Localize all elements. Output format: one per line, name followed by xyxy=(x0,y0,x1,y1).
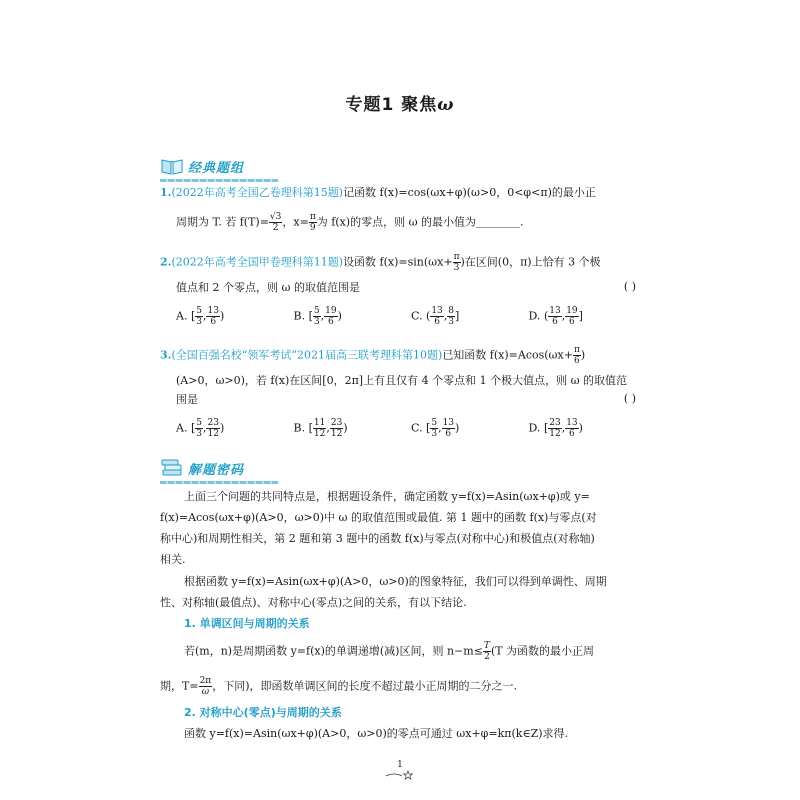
choice-c: C. [ $\frac{5}{3}$ , $\frac{13}{6}$ ) xyxy=(411,418,460,439)
choice-a: A. [ $\frac{5}{3}$ , $\frac{23}{12}$ ) xyxy=(176,418,225,439)
q1-line2: 周期为 T. 若 f(T)= $\frac{√3}{2}$ ，x= $\frac{\pi}{9}$ 为 f(x)的零点，则 ω 的最小值为________. xyxy=(176,212,524,233)
choice-b: B. [ $\frac{5}{3}$ , $\frac{19}{6}$ ) xyxy=(293,306,342,327)
section-label: 经典题组 xyxy=(188,160,245,176)
q2-line2: 值点和 2 个零点，则 ω 的取值范围是 xyxy=(176,281,360,294)
title-omega: ω xyxy=(437,95,455,115)
page-number: 1 xyxy=(397,760,403,770)
p4-line1: 函数 y=f(x)=Asin(ωx+φ)(A>0，ω>0)的零点可通过 ωx+φ=kπ(k∈Z)求得. xyxy=(184,727,569,740)
q3-line2: (A>0，ω>0)，若 f(x)在区间[0，2π]上有且仅有 4 个零点和 1 个极大值点，则 ω 的取值范 xyxy=(176,374,628,387)
q3-line1: 3.(全国百强名校“领军考试”2021届高三联考理科第10题)已知函数 f(x)=Acos(ωx+ $\frac{\pi}{6}$ ) xyxy=(160,345,586,366)
choice-b: B. [ $\frac{11}{12}$ , $\frac{23}{12}$ ) xyxy=(293,418,348,439)
section-header-classic xyxy=(160,154,244,178)
subheading-monotonic: 1. 单调区间与周期的关系 xyxy=(184,617,310,630)
open-book-icon xyxy=(160,156,184,176)
page-title xyxy=(0,90,800,115)
fraction: $\frac{\pi}{9}$ xyxy=(309,212,316,233)
p2-line1: 根据函数 y=f(x)=Asin(ωx+φ)(A>0，ω>0)的图象特征，我们可以得到单调性、周期 xyxy=(184,575,607,588)
p1-line3: 称中心)和周期性相关，第 2 题和第 3 题中的函数 f(x)与零点(对称中心)和极值点(对称轴) xyxy=(160,532,595,545)
p1-line2: f(x)=Acos(ωx+φ)(A>0，ω>0)中 ω 的取值范围或最值. 第 1 题中的函数 f(x)与零点(对 xyxy=(160,511,597,524)
section-label: 解题密码 xyxy=(188,462,245,478)
fraction: $\frac{\pi}{3}$ xyxy=(453,252,460,273)
q3-choices xyxy=(176,418,646,439)
page-footer xyxy=(384,760,416,783)
answer-paren: ( ) xyxy=(623,280,636,293)
book-stack-icon xyxy=(160,458,184,478)
fraction: $\frac{2\pi}{\omega}$ xyxy=(199,676,212,697)
p3-line2: 期，T= $\frac{2\pi}{\omega}$ ，下同)，即函数单调区间的长度不超过最小正周期的二分之一. xyxy=(160,676,518,697)
choice-c: C. ( $\frac{13}{6}$ , $\frac{8}{3}$ ] xyxy=(411,306,460,327)
p3-line1: 若(m，n)是周期函数 y=f(x)的单调递增(减)区间，则 n−m≤ $\frac{T}{2}$ (T 为函数的最小正周 xyxy=(184,641,595,662)
q2-choices xyxy=(176,306,646,327)
choice-d: D. ( $\frac{13}{6}$ , $\frac{19}{6}$ ] xyxy=(528,306,583,327)
section-underline xyxy=(160,481,278,484)
subheading-symmetry: 2. 对称中心(零点)与周期的关系 xyxy=(184,706,342,719)
fraction: $\frac{√3}{2}$ xyxy=(269,212,282,233)
star-ornament-icon xyxy=(384,770,416,780)
p1-line4: 相关. xyxy=(160,553,186,566)
answer-paren: ( ) xyxy=(623,392,636,405)
choice-a: A. [ $\frac{5}{3}$ , $\frac{13}{6}$ ) xyxy=(176,306,225,327)
section-header-solution xyxy=(160,456,244,480)
choice-d: D. [ $\frac{23}{12}$ , $\frac{13}{6}$ ) xyxy=(528,418,583,439)
section-underline xyxy=(160,179,278,182)
q3-line3: 围是 xyxy=(176,393,198,406)
fraction: $\frac{\pi}{6}$ xyxy=(573,345,580,366)
p1-line1: 上面三个问题的共同特点是，根据题设条件，确定函数 y=f(x)=Asin(ωx+φ)或 y= xyxy=(184,490,590,503)
p2-line2: 性、对称轴(最值点)、对称中心(零点)之间的关系，有以下结论. xyxy=(160,596,467,609)
title-text: 专题1 聚焦 xyxy=(345,95,438,115)
fraction: $\frac{T}{2}$ xyxy=(483,641,490,662)
q1-line1: 1.(2022年高考全国乙卷理科第15题)记函数 f(x)=cos(ωx+φ)(ω>0，0<φ<π)的最小正 xyxy=(160,186,596,199)
q2-line1: 2.(2022年高考全国甲卷理科第11题)设函数 f(x)=sin(ωx+ $\frac{\pi}{3}$ )在区间(0，π)上恰有 3 个极 xyxy=(160,252,601,273)
